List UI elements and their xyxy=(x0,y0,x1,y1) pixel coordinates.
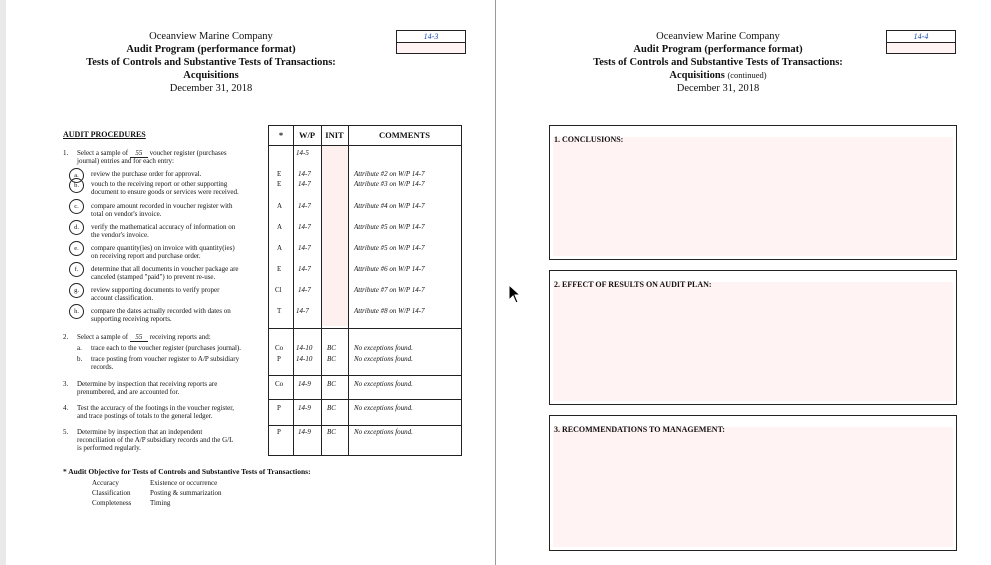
procedure-4-text: Test the accuracy of the footings in the voucher register, xyxy=(77,404,235,412)
audit-procedures-heading: AUDIT PROCEDURES xyxy=(63,130,146,139)
step-wp: 14-7 xyxy=(298,223,311,231)
procedure-2-text: Select a sample of 55 receiving reports and: xyxy=(77,333,211,341)
right-page xyxy=(496,0,991,565)
procedure-4-text-line2: and trace postings of totals to the general ledger. xyxy=(77,412,213,420)
step-objective: A xyxy=(277,202,283,210)
objective-header: * xyxy=(278,130,284,140)
step-wp: 14-7 xyxy=(298,265,311,273)
step-text: compare quantity(ies) on invoice with quantity(ies) xyxy=(91,244,235,252)
step-comment: Attribute #6 on W/P 14-7 xyxy=(354,265,425,273)
procedure-3-wp: 14-9 xyxy=(298,380,311,388)
step-objective: Cl xyxy=(275,286,282,294)
step-letter-circle: g. xyxy=(69,283,84,298)
step-text: review supporting documents to verify proper xyxy=(91,286,220,294)
legend-item: Existence or occurrence xyxy=(150,479,218,487)
effect-on-audit-plan-label: 2. EFFECT OF RESULTS ON AUDIT PLAN: xyxy=(554,280,712,289)
step-wp: 14-7 xyxy=(296,307,309,315)
cycle-name: Acquisitions xyxy=(183,70,239,81)
legend-item: Accuracy xyxy=(92,479,119,487)
step-comment: No exceptions found. xyxy=(354,344,413,352)
procedure-5-init: BC xyxy=(327,428,336,436)
step-wp: 14-10 xyxy=(296,355,313,363)
step-objective: E xyxy=(277,180,282,188)
step-text-line2: on receiving report and purchase order. xyxy=(91,252,201,260)
conclusions-label: 1. CONCLUSIONS: xyxy=(554,135,624,144)
step-objective: T xyxy=(277,307,282,315)
step-text: vouch to the receiving report or other supporting xyxy=(91,180,228,188)
procedure-1-text-line2: journal) entries and for each entry: xyxy=(77,157,174,165)
cycle-suffix: (continued) xyxy=(727,70,767,80)
period-date: December 31, 2018 xyxy=(169,83,253,94)
step-text: compare amount recorded in voucher register with xyxy=(91,202,233,210)
step-letter-circle: d. xyxy=(69,220,84,235)
tests-title: Tests of Controls and Substantive Tests of Transactions: xyxy=(593,57,843,68)
program-title: Audit Program (performance format) xyxy=(126,44,296,55)
page-header xyxy=(568,30,868,95)
step-text-line2: total on vendor's invoice. xyxy=(91,210,162,218)
step-letter-circle: h. xyxy=(69,304,84,319)
wp-reference-box xyxy=(886,30,956,54)
left-page xyxy=(6,0,496,565)
init-header: INIT xyxy=(325,130,344,140)
step-text-line2: the vendor's invoice. xyxy=(91,231,149,239)
step-wp: 14-7 xyxy=(298,286,311,294)
legend-item: Completeness xyxy=(92,499,132,507)
step-text-line2: account classification. xyxy=(91,294,154,302)
procedure-3-text-line2: prenumbered, and are accounted for. xyxy=(77,388,180,396)
procedure-1-wp: 14-5 xyxy=(296,149,309,157)
objective-legend-title: * Audit Objective for Tests of Controls and Substantive Tests of Transactions: xyxy=(63,467,311,476)
step-text: determine that all documents in voucher package are xyxy=(91,265,239,273)
procedure-4-number: 4. xyxy=(63,404,69,412)
procedure-3-objective: Co xyxy=(275,380,284,388)
procedure-2-number: 2. xyxy=(63,333,69,341)
step-objective: A xyxy=(277,244,283,252)
wp-header: W/P xyxy=(298,130,316,140)
step-comment: Attribute #7 on W/P 14-7 xyxy=(354,286,425,294)
procedure-1-text: Select a sample of 55 voucher register (purchases xyxy=(77,149,227,157)
step-text: verify the mathematical accuracy of information on xyxy=(91,223,236,231)
step-wp: 14-7 xyxy=(298,170,311,178)
step-wp: 14-7 xyxy=(298,180,311,188)
procedure-3-text: Determine by inspection that receiving reports are xyxy=(77,380,218,388)
procedure-3-number: 3. xyxy=(63,380,69,388)
step-comment: Attribute #4 on W/P 14-7 xyxy=(354,202,425,210)
step-objective: E xyxy=(277,265,282,273)
procedure-1-number: 1. xyxy=(63,149,69,157)
procedure-3-init: BC xyxy=(327,380,336,388)
procedure-5-text-line2: reconciliation of the A/P subsidiary records and the G/L xyxy=(77,436,234,444)
step-wp: 14-7 xyxy=(298,202,311,210)
step-text: compare the dates actually recorded with dates on xyxy=(91,307,231,315)
step-text: trace each to the voucher register (purchases journal). xyxy=(91,344,242,352)
procedure-3-comment: No exceptions found. xyxy=(354,380,413,388)
step-comment: Attribute #2 on W/P 14-7 xyxy=(354,170,425,178)
step-wp: 14-7 xyxy=(298,244,311,252)
step-comment: No exceptions found. xyxy=(354,355,413,363)
init-column-fill xyxy=(321,146,348,326)
step-objective: E xyxy=(277,170,282,178)
procedure-4-comment: No exceptions found. xyxy=(354,404,413,412)
step-comment: Attribute #5 on W/P 14-7 xyxy=(354,244,425,252)
program-title: Audit Program (performance format) xyxy=(633,44,803,55)
procedure-5-text-line3: is performed regularly. xyxy=(77,444,141,452)
legend-item: Posting & summarization xyxy=(150,489,222,497)
step-letter-circle: f. xyxy=(69,262,84,277)
step-letter: a. xyxy=(77,344,82,352)
page-header xyxy=(61,30,361,95)
step-objective: P xyxy=(277,355,281,363)
step-text-line2: supporting receiving reports. xyxy=(91,315,172,323)
step-wp: 14-10 xyxy=(296,344,313,352)
procedure-4-objective: P xyxy=(277,404,281,412)
step-init: BC xyxy=(327,344,336,352)
step-letter-circle: e. xyxy=(69,241,84,256)
wp-reference-blank xyxy=(397,43,465,53)
step-text: review the purchase order for approval. xyxy=(91,170,202,178)
step-init: BC xyxy=(327,355,336,363)
wp-reference-blank xyxy=(887,43,955,53)
step-letter-circle: b. xyxy=(69,178,84,193)
company-name: Oceanview Marine Company xyxy=(656,31,780,42)
step-text-line2: document to ensure goods or services were received. xyxy=(91,188,239,196)
recommendations-box[interactable] xyxy=(549,415,957,551)
conclusions-box[interactable] xyxy=(549,125,957,260)
step-text-line2: canceled (stamped "paid") to prevent re-use. xyxy=(91,273,216,281)
procedure-5-objective: P xyxy=(277,428,281,436)
procedure-5-text: Determine by inspection that an independent xyxy=(77,428,203,436)
comments-header: COMMENTS xyxy=(379,130,430,140)
legend-item: Timing xyxy=(150,499,171,507)
step-objective: Co xyxy=(275,344,284,352)
procedure-4-wp: 14-9 xyxy=(298,404,311,412)
wp-reference: 14-3 xyxy=(397,31,465,43)
step-text-line2: records. xyxy=(91,363,114,371)
step-comment: Attribute #5 on W/P 14-7 xyxy=(354,223,425,231)
period-date: December 31, 2018 xyxy=(676,83,760,94)
tests-title: Tests of Controls and Substantive Tests of Transactions: xyxy=(86,57,336,68)
cycle-name: Acquisitions xyxy=(669,70,725,81)
company-name: Oceanview Marine Company xyxy=(149,31,273,42)
wp-reference-box xyxy=(396,30,466,54)
procedure-5-number: 5. xyxy=(63,428,69,436)
step-comment: Attribute #3 on W/P 14-7 xyxy=(354,180,425,188)
effect-on-audit-plan-box[interactable] xyxy=(549,270,957,405)
mouse-pointer-icon xyxy=(508,284,522,304)
step-letter-circle: c. xyxy=(69,199,84,214)
step-comment: Attribute #8 on W/P 14-7 xyxy=(354,307,425,315)
legend-item: Classification xyxy=(92,489,131,497)
procedure-4-init: BC xyxy=(327,404,336,412)
procedure-5-comment: No exceptions found. xyxy=(354,428,413,436)
step-letter: b. xyxy=(77,355,83,363)
step-letter-circle: a. xyxy=(69,168,84,183)
recommendations-label: 3. RECOMMENDATIONS TO MANAGEMENT: xyxy=(554,425,725,434)
step-objective: A xyxy=(277,223,283,231)
step-text: trace posting from voucher register to A/P subsidiary xyxy=(91,355,240,363)
wp-reference: 14-4 xyxy=(887,31,955,43)
procedure-5-wp: 14-9 xyxy=(298,428,311,436)
cycle-line xyxy=(568,69,868,82)
